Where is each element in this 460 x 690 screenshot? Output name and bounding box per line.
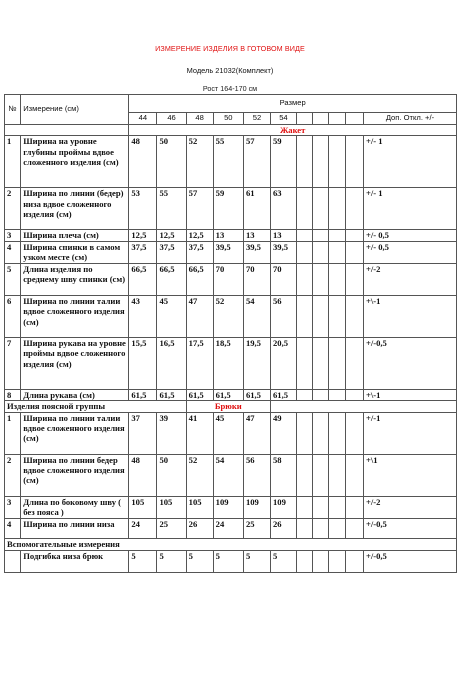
size-value: 109 bbox=[213, 496, 243, 518]
size-value: 105 bbox=[129, 496, 157, 518]
empty-cell bbox=[313, 188, 329, 230]
row-number: 3 bbox=[5, 230, 21, 241]
empty-cell bbox=[296, 454, 312, 496]
size-value: 45 bbox=[213, 412, 243, 454]
table-row bbox=[5, 389, 457, 400]
size-value: 61,5 bbox=[270, 389, 296, 400]
empty-cell bbox=[345, 263, 363, 295]
size-value: 5 bbox=[157, 550, 186, 572]
empty-cell bbox=[345, 496, 363, 518]
empty-cell bbox=[296, 337, 312, 389]
size-value: 53 bbox=[129, 188, 157, 230]
measurement-name: Ширина на уровне глубины проймы вдвое сложенного изделия (см) bbox=[21, 136, 129, 188]
empty-cell bbox=[329, 337, 345, 389]
empty-cell bbox=[313, 136, 329, 188]
empty-cell bbox=[329, 496, 345, 518]
size-value: 47 bbox=[186, 295, 213, 337]
table-row bbox=[5, 454, 457, 496]
measurement-name: Ширина плеча (см) bbox=[21, 230, 129, 241]
size-value: 37,5 bbox=[186, 241, 213, 263]
column-size-header: Размер bbox=[129, 95, 457, 113]
tolerance-value: +\1 bbox=[363, 454, 456, 496]
tolerance-header: Доп. Откл. +/- bbox=[363, 113, 456, 125]
table-row bbox=[5, 412, 457, 454]
size-value: 52 bbox=[186, 454, 213, 496]
empty-cell bbox=[345, 518, 363, 538]
model-number: Модель 21032(Комплект) bbox=[186, 66, 274, 75]
size-value: 105 bbox=[186, 496, 213, 518]
empty-cell bbox=[313, 496, 329, 518]
empty-cell bbox=[313, 550, 329, 572]
empty-cell bbox=[313, 295, 329, 337]
empty-cell bbox=[313, 337, 329, 389]
section-row bbox=[5, 538, 457, 550]
row-number: 6 bbox=[5, 295, 21, 337]
empty-cell bbox=[296, 230, 312, 241]
tolerance-value: +/- 1 bbox=[363, 188, 456, 230]
tolerance-value: +/-0,5 bbox=[363, 518, 456, 538]
empty-cell bbox=[296, 496, 312, 518]
empty-size-header bbox=[345, 113, 363, 125]
table-row bbox=[5, 496, 457, 518]
empty-cell bbox=[296, 412, 312, 454]
row-number: 1 bbox=[5, 412, 21, 454]
row-number: 7 bbox=[5, 337, 21, 389]
empty-cell bbox=[329, 389, 345, 400]
size-value: 66,5 bbox=[186, 263, 213, 295]
row-number: 2 bbox=[5, 188, 21, 230]
empty-cell bbox=[345, 550, 363, 572]
empty-cell bbox=[345, 295, 363, 337]
table-row bbox=[5, 337, 457, 389]
size-value: 48 bbox=[129, 454, 157, 496]
empty-cell bbox=[313, 454, 329, 496]
measurement-name: Длина по боковому шву ( без пояса ) bbox=[21, 496, 129, 518]
tolerance-value: +\-1 bbox=[363, 295, 456, 337]
empty-cell bbox=[345, 412, 363, 454]
column-measure-header: Измерение (см) bbox=[21, 95, 129, 125]
size-value: 109 bbox=[270, 496, 296, 518]
empty-cell bbox=[329, 518, 345, 538]
row-number: 4 bbox=[5, 518, 21, 538]
empty-cell bbox=[313, 412, 329, 454]
size-value: 39 bbox=[157, 412, 186, 454]
size-value: 12,5 bbox=[186, 230, 213, 241]
empty-cell bbox=[329, 454, 345, 496]
empty-cell bbox=[329, 550, 345, 572]
measurement-name: Длина рукава (см) bbox=[21, 389, 129, 400]
empty-cell bbox=[296, 550, 312, 572]
tolerance-value: +/-2 bbox=[363, 496, 456, 518]
size-value: 45 bbox=[157, 295, 186, 337]
size-value: 26 bbox=[186, 518, 213, 538]
size-value: 39,5 bbox=[213, 241, 243, 263]
size-value: 16,5 bbox=[157, 337, 186, 389]
size-value: 13 bbox=[213, 230, 243, 241]
empty-cell bbox=[345, 241, 363, 263]
size-value: 37,5 bbox=[157, 241, 186, 263]
row-number bbox=[5, 550, 21, 572]
measurement-name: Длина изделия по среднему шву спинки (см) bbox=[21, 263, 129, 295]
size-header: 44 bbox=[129, 113, 157, 125]
size-value: 61,5 bbox=[213, 389, 243, 400]
section-label-waist-group: Изделия поясной группы bbox=[5, 401, 187, 412]
size-value: 37 bbox=[129, 412, 157, 454]
empty-cell bbox=[329, 295, 345, 337]
size-header: 48 bbox=[186, 113, 213, 125]
size-header: 46 bbox=[157, 113, 186, 125]
empty-cell bbox=[313, 263, 329, 295]
measurement-name: Ширина по линии бедер вдвое сложенного изделия (см) bbox=[21, 454, 129, 496]
size-value: 61 bbox=[243, 188, 270, 230]
size-value: 61,5 bbox=[186, 389, 213, 400]
empty-cell bbox=[296, 518, 312, 538]
size-header: 54 bbox=[270, 113, 296, 125]
size-value: 54 bbox=[243, 295, 270, 337]
tolerance-value: +/- 0,5 bbox=[363, 241, 456, 263]
empty-cell bbox=[296, 295, 312, 337]
measurement-name: Ширина по линии талии вдвое сложенного изделия (см) bbox=[21, 295, 129, 337]
empty-cell bbox=[313, 241, 329, 263]
tolerance-value: +/-0,5 bbox=[363, 550, 456, 572]
height-range: Рост 164-170 см bbox=[202, 84, 258, 93]
size-header: 50 bbox=[213, 113, 243, 125]
tolerance-value: +\-1 bbox=[363, 389, 456, 400]
section-label-trousers: Брюки bbox=[186, 401, 270, 412]
row-number: 5 bbox=[5, 263, 21, 295]
empty-cell bbox=[296, 241, 312, 263]
measurement-table-body bbox=[5, 125, 457, 573]
empty-cell bbox=[345, 337, 363, 389]
size-value: 61,5 bbox=[129, 389, 157, 400]
tolerance-value: +/- 1 bbox=[363, 136, 456, 188]
size-value: 105 bbox=[157, 496, 186, 518]
tolerance-value: +/- 0,5 bbox=[363, 230, 456, 241]
table-row bbox=[5, 230, 457, 241]
empty-cell bbox=[345, 454, 363, 496]
size-value: 12,5 bbox=[129, 230, 157, 241]
size-value: 50 bbox=[157, 136, 186, 188]
size-value: 5 bbox=[129, 550, 157, 572]
empty-cell bbox=[345, 136, 363, 188]
empty-cell bbox=[270, 401, 456, 412]
size-value: 58 bbox=[270, 454, 296, 496]
size-value: 5 bbox=[270, 550, 296, 572]
size-value: 41 bbox=[186, 412, 213, 454]
empty-cell bbox=[329, 263, 345, 295]
size-value: 5 bbox=[243, 550, 270, 572]
measurement-name: Ширина спинки в самом узком месте (см) bbox=[21, 241, 129, 263]
tolerance-value: +/-0,5 bbox=[363, 337, 456, 389]
table-row bbox=[5, 136, 457, 188]
size-value: 13 bbox=[243, 230, 270, 241]
empty-size-header bbox=[329, 113, 345, 125]
size-value: 5 bbox=[186, 550, 213, 572]
empty-cell bbox=[329, 230, 345, 241]
table-row bbox=[5, 550, 457, 572]
measurement-name: Подгибка низа брюк bbox=[21, 550, 129, 572]
size-value: 66,5 bbox=[157, 263, 186, 295]
empty-cell bbox=[345, 230, 363, 241]
size-value: 43 bbox=[129, 295, 157, 337]
empty-cell bbox=[313, 389, 329, 400]
size-value: 47 bbox=[243, 412, 270, 454]
size-value: 57 bbox=[186, 188, 213, 230]
size-value: 63 bbox=[270, 188, 296, 230]
table-row bbox=[5, 263, 457, 295]
size-value: 49 bbox=[270, 412, 296, 454]
size-value: 54 bbox=[213, 454, 243, 496]
empty-size-header bbox=[296, 113, 312, 125]
measurement-name: Ширина по линии талии вдвое сложенного изделия (см) bbox=[21, 412, 129, 454]
size-value: 55 bbox=[157, 188, 186, 230]
size-header: 52 bbox=[243, 113, 270, 125]
size-value: 61,5 bbox=[157, 389, 186, 400]
section-row bbox=[5, 125, 457, 136]
size-value: 55 bbox=[213, 136, 243, 188]
row-number: 2 bbox=[5, 454, 21, 496]
size-value: 15,5 bbox=[129, 337, 157, 389]
size-value: 56 bbox=[243, 454, 270, 496]
section-label-jacket: Жакет bbox=[129, 125, 457, 136]
size-value: 52 bbox=[213, 295, 243, 337]
size-value: 66,5 bbox=[129, 263, 157, 295]
column-number-header: № bbox=[5, 95, 21, 125]
size-value: 25 bbox=[243, 518, 270, 538]
empty-cell bbox=[345, 389, 363, 400]
tolerance-value: +/-2 bbox=[363, 263, 456, 295]
section-row bbox=[5, 401, 457, 412]
empty-size-header bbox=[313, 113, 329, 125]
empty-cell bbox=[313, 230, 329, 241]
measurement-name: Ширина рукава на уровне проймы вдвое сложенного изделия (см) bbox=[21, 337, 129, 389]
table-row bbox=[5, 518, 457, 538]
size-value: 48 bbox=[129, 136, 157, 188]
size-value: 70 bbox=[213, 263, 243, 295]
measurement-name: Ширина по линии низа bbox=[21, 518, 129, 538]
empty-cell bbox=[329, 188, 345, 230]
measurement-table bbox=[4, 94, 457, 573]
size-value: 26 bbox=[270, 518, 296, 538]
size-value: 59 bbox=[270, 136, 296, 188]
document-title: ИЗМЕРЕНИЕ ИЗДЕЛИЯ В ГОТОВОМ ВИДЕ bbox=[155, 44, 305, 53]
size-value: 70 bbox=[270, 263, 296, 295]
size-value: 70 bbox=[243, 263, 270, 295]
size-value: 56 bbox=[270, 295, 296, 337]
size-value: 18,5 bbox=[213, 337, 243, 389]
empty-cell bbox=[296, 136, 312, 188]
section-label-auxiliary: Вспомогательные измерения bbox=[5, 538, 457, 550]
size-value: 50 bbox=[157, 454, 186, 496]
size-value: 12,5 bbox=[157, 230, 186, 241]
size-value: 13 bbox=[270, 230, 296, 241]
measurement-name: Ширина по линии (бедер) низа вдвое сложенного изделия (см) bbox=[21, 188, 129, 230]
size-value: 37,5 bbox=[129, 241, 157, 263]
empty-cell bbox=[313, 518, 329, 538]
size-value: 61,5 bbox=[243, 389, 270, 400]
row-number: 4 bbox=[5, 241, 21, 263]
empty-cell bbox=[329, 241, 345, 263]
row-number: 8 bbox=[5, 389, 21, 400]
size-value: 25 bbox=[157, 518, 186, 538]
table-row bbox=[5, 295, 457, 337]
table-row bbox=[5, 188, 457, 230]
empty-cell bbox=[296, 188, 312, 230]
empty-cell bbox=[5, 125, 129, 136]
size-value: 19,5 bbox=[243, 337, 270, 389]
size-value: 24 bbox=[129, 518, 157, 538]
row-number: 3 bbox=[5, 496, 21, 518]
size-value: 24 bbox=[213, 518, 243, 538]
empty-cell bbox=[329, 136, 345, 188]
empty-cell bbox=[329, 412, 345, 454]
empty-cell bbox=[345, 188, 363, 230]
table-row bbox=[5, 241, 457, 263]
size-value: 52 bbox=[186, 136, 213, 188]
size-value: 17,5 bbox=[186, 337, 213, 389]
row-number: 1 bbox=[5, 136, 21, 188]
size-value: 20,5 bbox=[270, 337, 296, 389]
size-value: 57 bbox=[243, 136, 270, 188]
tolerance-value: +/-1 bbox=[363, 412, 456, 454]
size-value: 39,5 bbox=[270, 241, 296, 263]
empty-cell bbox=[296, 389, 312, 400]
size-value: 5 bbox=[213, 550, 243, 572]
empty-cell bbox=[296, 263, 312, 295]
size-value: 39,5 bbox=[243, 241, 270, 263]
size-value: 59 bbox=[213, 188, 243, 230]
size-value: 109 bbox=[243, 496, 270, 518]
